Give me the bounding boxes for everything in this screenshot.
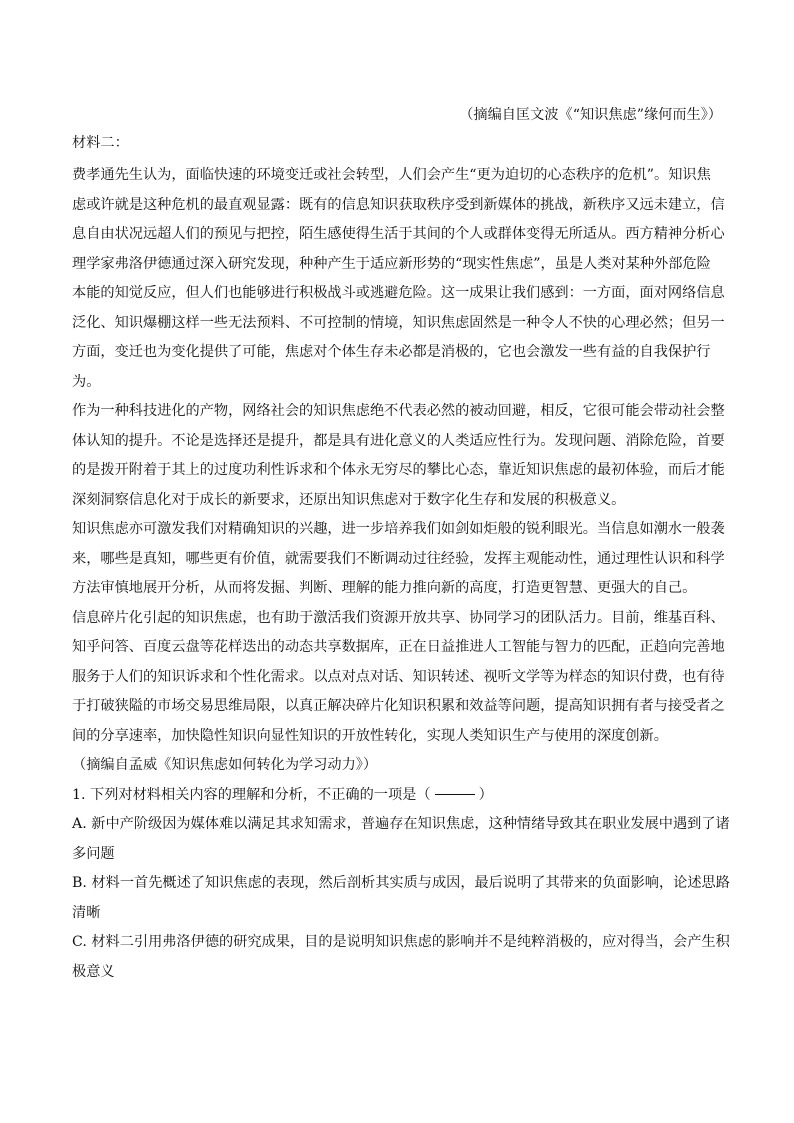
question-1-close: ）: [478, 786, 493, 803]
option-line: 多问题: [72, 845, 115, 862]
paragraph-line: 费孝通先生认为，面临快速的环境变迁或社会转型，人们会产生“更为迫切的心态秩序的危机”。知识焦: [72, 167, 711, 183]
option-line: A. 新中产阶级因为媒体难以满足其求知需求，普遍存在知识焦虑，这种情绪导致其在职业发展中遇到了诸: [72, 816, 730, 832]
paragraph-line: 间的分享速率，加快隐性知识向显性知识的开放性转化，实现人类知识生产与使用的深度创新。: [72, 727, 668, 744]
answer-option: [72, 810, 730, 869]
paragraph-line: 方面，变迁也为变化提供了可能，焦虑对个体生存未必都是消极的，它也会激发一些有益的自我保护行: [72, 344, 711, 360]
paragraph-line: 信息碎片化引起的知识焦虑，也有助于激活我们资源开放共享、协同学习的团队活力。目前，维基百科、: [72, 609, 725, 626]
option-line: 极意义: [72, 963, 115, 980]
paragraph-line: 的是拨开附着于其上的过度功利性诉求和个体永无穷尽的攀比心态，靠近知识焦虑的最初体验，而后才能: [72, 462, 725, 478]
paragraph-line: 深刻洞察信息化对于成长的新要求，还原出知识焦虑对于数字化生存和发展的积极意义。: [72, 491, 626, 508]
answer-option: [72, 869, 730, 928]
material-two-body: [72, 161, 725, 751]
paragraph-line: 知识焦虑亦可激发我们对精确知识的兴趣，进一步培养我们如剑如炬般的锐利眼光。当信息如潮水一般袭: [72, 521, 725, 537]
paragraph: [72, 604, 725, 752]
paragraph-line: 来，哪些是真知，哪些更有价值，就需要我们不断调动过往经验，发挥主观能动性，通过理性认识和科学: [72, 550, 725, 567]
answer-option: [72, 928, 730, 987]
paragraph-line: 体认知的提升。不论是选择还是提升，都是具有进化意义的人类适应性行为。发现问题、消除危险，首要: [72, 432, 725, 449]
answer-blank: [435, 793, 475, 795]
question-1-text: 1. 下列对材料相关内容的理解和分析，不正确的一项是（: [72, 786, 431, 803]
question-1: [72, 781, 722, 811]
paragraph-line: 理学家弗洛伊德通过深入研究发现，种种产生于适应新形势的“现实性焦虑”，虽是人类对某种外部危险: [72, 255, 711, 272]
paragraph-line: 本能的知觉反应，但人们也能够进行积极战斗或逃避危险。这一成果让我们感到：一方面，面对网络信息: [72, 285, 725, 301]
paragraph: [72, 397, 725, 515]
paragraph-line: 知乎问答、百度云盘等花样迭出的动态共享数据库，正在日益推进人工智能与智力的匹配，正趋向完善地: [72, 639, 725, 655]
paragraph-line: 于打破狭隘的市场交易思维局限，以真正解决碎片化知识积累和效益等问题，提高知识拥有者与接受者之: [72, 698, 725, 714]
paragraph: [72, 515, 725, 604]
paragraph-line: 泛化、知识爆棚这样一些无法预料、不可控制的情境，知识焦虑固然是一种令人不快的心理必然；但另一: [72, 314, 725, 331]
paragraph-line: 作为一种科技进化的产物，网络社会的知识焦虑绝不代表必然的被动回避，相反，它很可能会带动社会整: [72, 403, 725, 419]
paragraph-line: 虑或许就是这种危机的最直观显露：既有的信息知识获取秩序受到新媒体的挑战，新秩序又远未建立，信: [72, 196, 725, 213]
paragraph-line: 息自由状况远超人们的预见与把控，陌生感使得生活于其间的个人或群体变得无所适从。西方精神分析心: [72, 226, 725, 242]
paragraph-line: 服务于人们的知识诉求和个性化需求。以点对点对话、知识转述、视听文学等为样态的知识付费，也有待: [72, 668, 725, 685]
paragraph: [72, 161, 725, 397]
source-attribution-material-two: （摘编自孟威《知识焦虑如何转化为学习动力》）: [72, 757, 378, 773]
source-attribution-material-one: （摘编自匡文波《“知识焦虑”缘何而生》）: [459, 107, 722, 123]
option-line: C. 材料二引用弗洛伊德的研究成果，目的是说明知识焦虑的影响并不是纯粹消极的，应对得当，会产生积: [72, 934, 730, 950]
answer-options: [72, 810, 730, 987]
option-line: B. 材料一首先概述了知识焦虑的表现，然后剖析其实质与成因，最后说明了其带来的负面影响，论述思路: [72, 875, 730, 891]
option-line: 清晰: [72, 904, 101, 921]
paragraph-line: 为。: [72, 373, 101, 390]
material-two-heading: 材料二：: [72, 135, 129, 151]
paragraph-line: 方法审慎地展开分析，从而将发掘、判断、理解的能力推向新的高度，打造更智慧、更强大的自己。: [72, 580, 697, 596]
